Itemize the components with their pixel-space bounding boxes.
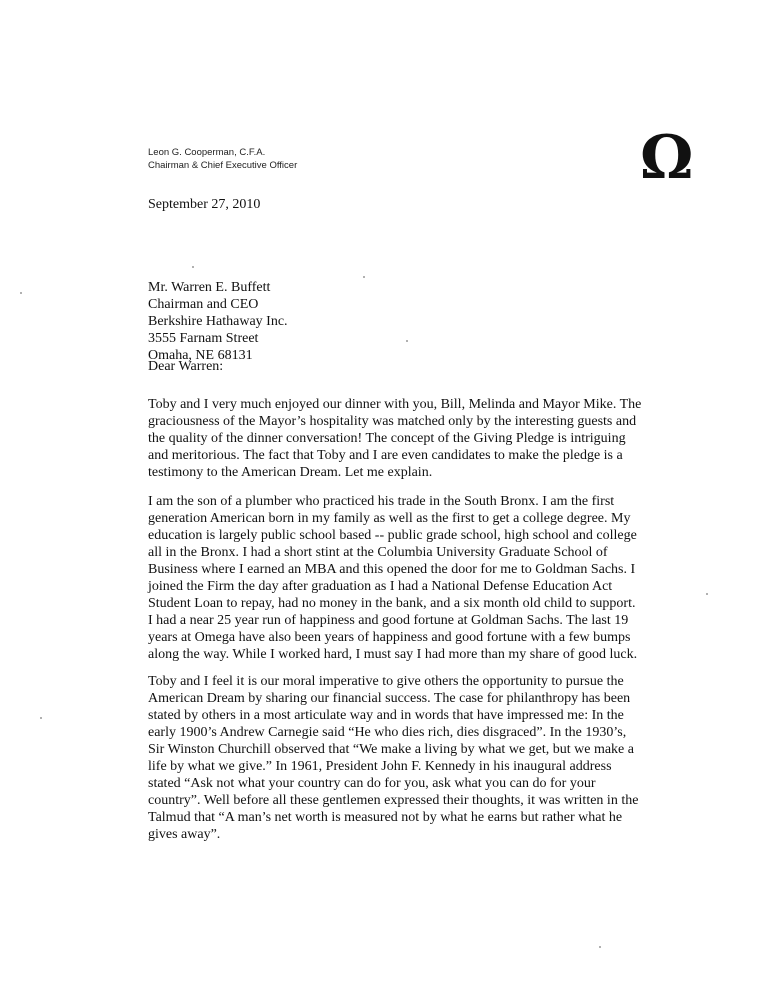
- scan-speck: [706, 593, 708, 595]
- scan-speck: [192, 266, 194, 268]
- text-line: stated “Ask not what your country can do for you, ask what you can do for your: [148, 776, 596, 791]
- text-line: generation American born in my family as well as the first to get a college degree. My: [148, 511, 631, 526]
- salutation: Dear Warren:: [148, 359, 224, 374]
- text-line: country”. Well before all these gentlemen expressed their thoughts, it was written in the: [148, 793, 639, 808]
- text-line: Sir Winston Churchill observed that “We make a living by what we get, but we make a: [148, 742, 634, 757]
- sender-name: Leon G. Cooperman, C.F.A.: [148, 147, 266, 158]
- omega-logo-icon: Ω: [640, 123, 694, 193]
- text-line: the quality of the dinner conversation! The concept of the Giving Pledge is intriguing: [148, 431, 626, 446]
- text-line: early 1900’s Andrew Carnegie said “He who dies rich, dies disgraced”. In the 1930’s,: [148, 725, 627, 740]
- text-line: life by what we give.” In 1961, President John F. Kennedy in his inaugural address: [148, 759, 612, 774]
- text-line: testimony to the American Dream. Let me explain.: [148, 465, 433, 480]
- text-line: and meritorious. The fact that Toby and I are even candidates to make the pledge is a: [148, 448, 623, 463]
- text-line: Student Loan to repay, had no money in the bank, and a six month old child to support.: [148, 596, 636, 611]
- text-line: stated by others in a most articulate way and in words that have impressed me: In the: [148, 708, 624, 723]
- text-line: all in the Bronx. I had a short stint at the Columbia University Graduate School of: [148, 545, 608, 560]
- recipient-address: [148, 279, 288, 364]
- text-line: I had a near 25 year run of happiness and good fortune at Goldman Sachs. The last 19: [148, 613, 629, 628]
- scan-speck: [406, 340, 408, 342]
- paragraph-1: [148, 396, 642, 481]
- text-line: American Dream by sharing our financial success. The case for philanthropy has been: [148, 691, 631, 706]
- scan-speck: [363, 276, 365, 278]
- address-line: Omaha, NE 68131: [148, 348, 253, 363]
- text-line: years at Omega have also been years of happiness and good fortune with a few bumps: [148, 630, 631, 645]
- scan-speck: [20, 292, 22, 294]
- letter-date: September 27, 2010: [148, 197, 261, 212]
- address-line: Mr. Warren E. Buffett: [148, 280, 271, 295]
- text-line: education is largely public school based -- public grade school, high school and college: [148, 528, 637, 543]
- text-line: Toby and I feel it is our moral imperative to give others the opportunity to pursue the: [148, 674, 624, 689]
- paragraph-3: [148, 673, 638, 843]
- text-line: gives away”.: [148, 827, 221, 842]
- address-line: Chairman and CEO: [148, 297, 259, 312]
- text-line: graciousness of the Mayor’s hospitality was matched only by the interesting guests and: [148, 414, 637, 429]
- address-line: 3555 Farnam Street: [148, 331, 259, 346]
- scan-speck: [40, 717, 42, 719]
- text-line: along the way. While I worked hard, I must say I had more than my share of good luck.: [148, 647, 638, 662]
- text-line: Toby and I very much enjoyed our dinner with you, Bill, Melinda and Mayor Mike. The: [148, 397, 642, 412]
- sender-title: Chairman & Chief Executive Officer: [148, 160, 298, 171]
- text-line: Talmud that “A man’s net worth is measured not by what he earns but rather what he: [148, 810, 623, 825]
- address-line: Berkshire Hathaway Inc.: [148, 314, 288, 329]
- text-line: joined the Firm the day after graduation as I had a National Defense Education Act: [148, 579, 613, 594]
- text-line: I am the son of a plumber who practiced his trade in the South Bronx. I am the first: [148, 494, 615, 509]
- paragraph-2: [148, 493, 638, 663]
- letterhead: [148, 146, 297, 172]
- text-line: Business where I earned an MBA and this opened the door for me to Goldman Sachs. I: [148, 562, 636, 577]
- scan-speck: [599, 946, 601, 948]
